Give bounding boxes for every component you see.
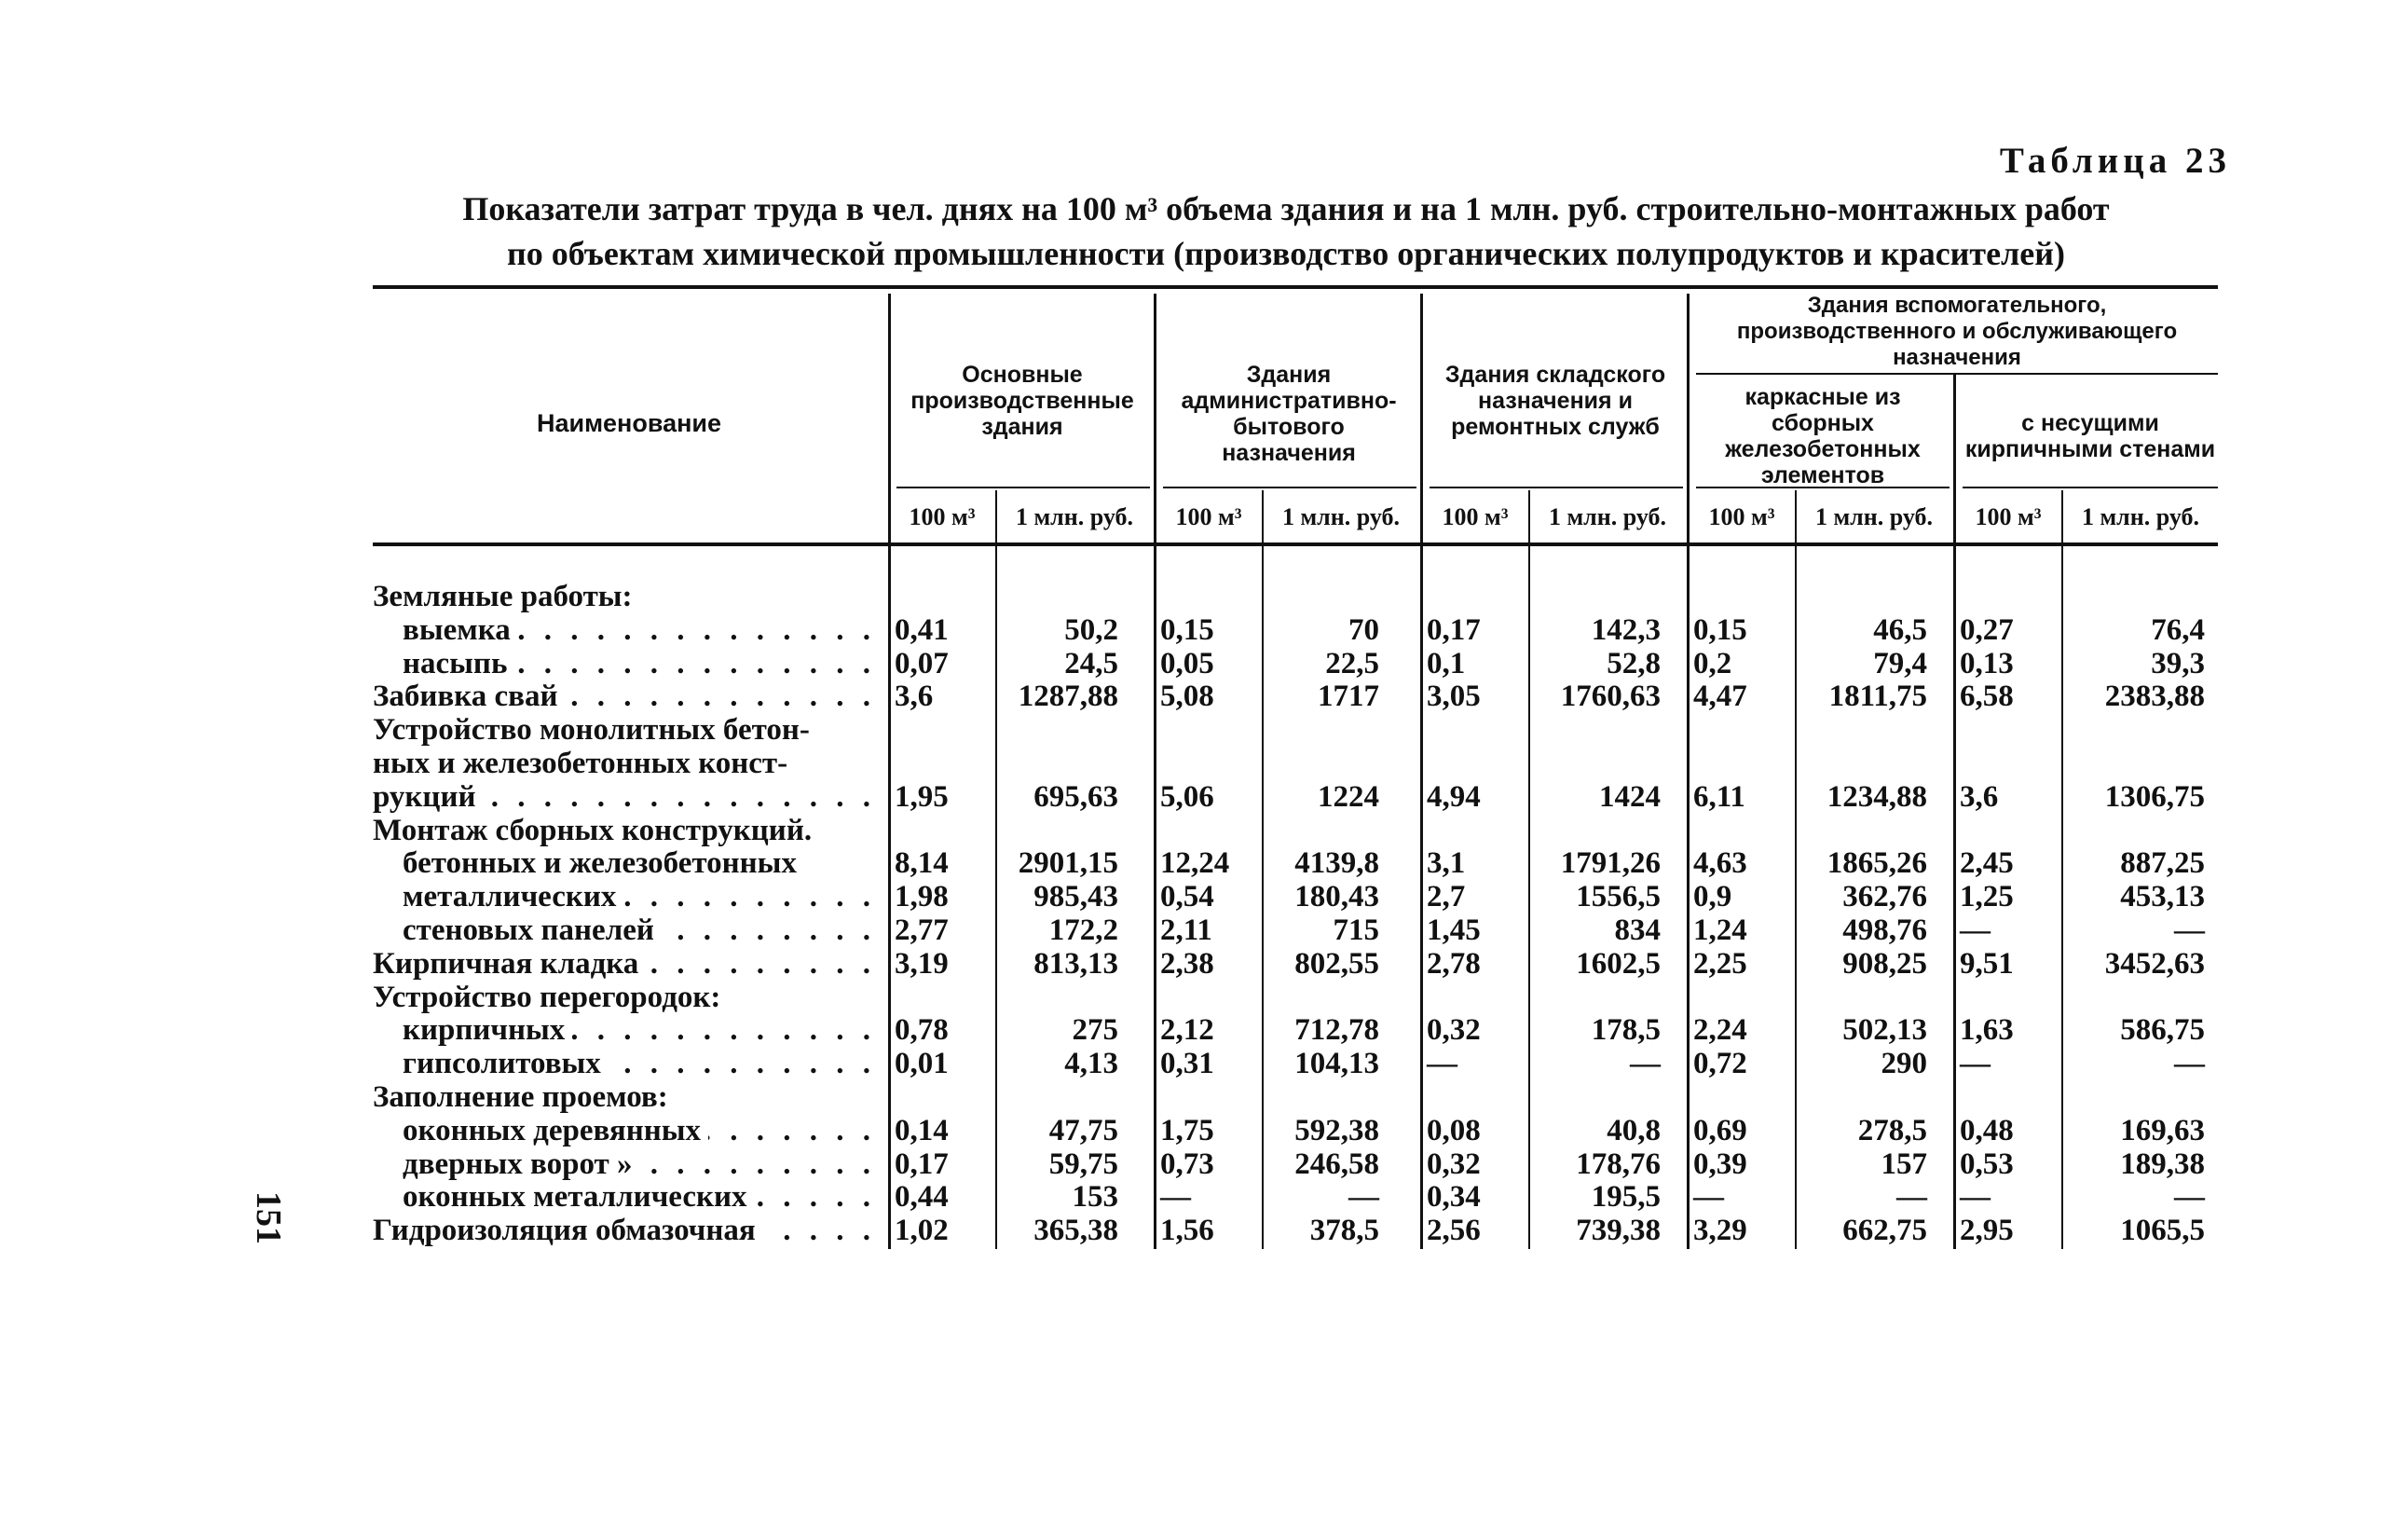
cell-value: 50,2 [1064, 612, 1118, 647]
cell-value: — [1960, 1047, 1991, 1081]
table-row [0, 780, 2408, 814]
cell-value: 169,63 [2120, 1113, 2205, 1147]
cell-value: 2,38 [1160, 946, 1214, 981]
cell-value: 1065,5 [2120, 1214, 2205, 1248]
cell-value: 739,38 [1576, 1214, 1661, 1248]
row-name [373, 680, 876, 713]
cell-value: 178,5 [1591, 1013, 1661, 1048]
row-name [373, 1214, 876, 1247]
row-name-label: рукций [373, 780, 483, 814]
unit-100-g4b: 100 м³ [1975, 503, 2042, 530]
cell-value: 3,05 [1427, 680, 1481, 714]
row-name-label: выемка [403, 613, 518, 647]
table-row [0, 1147, 2408, 1181]
cell-value: 1,56 [1160, 1214, 1214, 1248]
cell-value: 0,15 [1693, 612, 1747, 647]
header-name-col: Наименование [536, 409, 722, 437]
unit-mln-g4a: 1 млн. руб. [1814, 503, 1934, 530]
row-name-label: Забивка свай [373, 680, 566, 713]
unit-rule-1 [896, 487, 1150, 488]
cell-value: 5,06 [1160, 779, 1214, 814]
cell-value: 712,78 [1294, 1013, 1379, 1048]
row-name-label: Гидроизоляция обмазочная [373, 1214, 763, 1247]
cell-value: 0,01 [895, 1047, 949, 1081]
cell-value: 0,34 [1427, 1180, 1481, 1215]
subgroup-rule [1696, 373, 2218, 375]
table-label: Таблица 23 [1999, 141, 2231, 181]
cell-value: 76,4 [2151, 612, 2205, 647]
page-number: 151 [249, 1191, 288, 1244]
cell-value: 813,13 [1033, 946, 1118, 981]
table-row [0, 814, 2408, 847]
row-name-label: Заполнение проемов: [373, 1080, 676, 1114]
cell-value: 24,5 [1064, 646, 1118, 680]
cell-value: 104,13 [1294, 1047, 1379, 1081]
cell-value: 4,94 [1427, 779, 1481, 814]
cell-value: 1865,26 [1827, 846, 1927, 881]
cell-value: 4139,8 [1294, 846, 1379, 881]
row-name [373, 981, 876, 1014]
cell-value: — [1348, 1180, 1379, 1215]
cell-value: — [1960, 1180, 1991, 1215]
cell-value: — [2174, 1047, 2205, 1081]
cell-value: 834 [1614, 913, 1661, 947]
cell-value: 1,98 [895, 880, 949, 914]
header-group-4: Здания вспомогательного, производственного и обслуживающего назначения [1736, 293, 2178, 370]
cell-value: 290 [1881, 1047, 1927, 1081]
cell-value: 1717 [1318, 680, 1379, 714]
cell-value: 662,75 [1842, 1214, 1927, 1248]
cell-value: 1,63 [1960, 1013, 2014, 1048]
cell-value: 0,17 [1427, 612, 1481, 647]
row-name-label: ных и железобетонных конст- [373, 747, 795, 780]
cell-value: 695,63 [1033, 779, 1118, 814]
table-row [0, 846, 2408, 880]
cell-value: — [1693, 1180, 1724, 1215]
cell-value: 1,45 [1427, 913, 1481, 947]
cell-value: 362,76 [1842, 880, 1927, 914]
cell-value: 4,13 [1064, 1047, 1118, 1081]
header-group-2: Здания административно-бытового назначения [1181, 362, 1397, 466]
row-name-label: стеновых панелей [403, 913, 662, 947]
cell-value: 0,07 [895, 646, 949, 680]
table-row [0, 647, 2408, 680]
cell-value: 887,25 [2120, 846, 2205, 881]
cell-value: 1,95 [895, 779, 949, 814]
cell-value: 172,2 [1048, 913, 1118, 947]
row-name [373, 580, 876, 613]
cell-value: — [2174, 1180, 2205, 1215]
row-name [373, 814, 876, 847]
cell-value: 0,31 [1160, 1047, 1214, 1081]
cell-value: 2,11 [1160, 913, 1212, 947]
cell-value: 1,25 [1960, 880, 2014, 914]
cell-value: 9,51 [1960, 946, 2014, 981]
cell-value: 498,76 [1842, 913, 1927, 947]
row-name [403, 613, 876, 647]
cell-value: 1306,75 [2104, 779, 2205, 814]
cell-value: 3,6 [1960, 779, 1999, 814]
cell-value: 5,08 [1160, 680, 1214, 714]
row-name [403, 913, 876, 947]
cell-value: 0,17 [895, 1147, 949, 1181]
row-name-label: Кирпичная кладка [373, 947, 646, 981]
table-row [0, 580, 2408, 613]
row-name [403, 1013, 876, 1047]
table-row [0, 1214, 2408, 1247]
row-name [403, 846, 876, 880]
row-name [403, 1147, 876, 1181]
table-row [0, 880, 2408, 913]
row-name [403, 1180, 876, 1214]
cell-value: 985,43 [1033, 880, 1118, 914]
cell-value: 3,6 [895, 680, 934, 714]
cell-value: 46,5 [1873, 612, 1927, 647]
table-row [0, 1114, 2408, 1147]
unit-mln-g1: 1 млн. руб. [1015, 503, 1134, 530]
cell-value: — [2174, 913, 2205, 947]
cell-value: 22,5 [1325, 646, 1379, 680]
cell-value: 0,39 [1693, 1147, 1747, 1181]
table-top-rule [373, 285, 2218, 289]
cell-value: 0,9 [1693, 880, 1732, 914]
cell-value: 0,08 [1427, 1113, 1481, 1147]
cell-value: 0,14 [895, 1113, 949, 1147]
cell-value: 0,27 [1960, 612, 2014, 647]
cell-value: 1224 [1318, 779, 1379, 814]
table-row [0, 981, 2408, 1014]
cell-value: 0,78 [895, 1013, 949, 1048]
cell-value: 3,1 [1427, 846, 1466, 881]
table-row [0, 947, 2408, 981]
cell-value: 715 [1333, 913, 1379, 947]
cell-value: 2,25 [1693, 946, 1747, 981]
cell-value: 0,44 [895, 1180, 949, 1215]
cell-value: 47,75 [1048, 1113, 1118, 1147]
caption-line-2: по объектам химической промышленности (производство органических полупродуктов и красителей) [507, 235, 2065, 272]
cell-value: 2,78 [1427, 946, 1481, 981]
cell-value: 2383,88 [2104, 680, 2205, 714]
cell-value: 275 [1072, 1013, 1118, 1048]
cell-value: 3,19 [895, 946, 949, 981]
header-group-1: Основные производственные здания [910, 362, 1134, 440]
row-name-label: металлических [403, 880, 623, 913]
cell-value: 0,15 [1160, 612, 1214, 647]
cell-value: — [1960, 913, 1991, 947]
row-name-label: Монтаж сборных конструкций. [373, 814, 819, 847]
row-name [403, 880, 876, 913]
cell-value: 365,38 [1033, 1214, 1118, 1248]
cell-value: 12,24 [1160, 846, 1230, 881]
cell-value: 178,76 [1576, 1147, 1661, 1181]
cell-value: 8,14 [895, 846, 949, 881]
row-name-label: Устройство монолитных бетон- [373, 713, 817, 747]
unit-rule-2 [1163, 487, 1416, 488]
cell-value: 592,38 [1294, 1113, 1379, 1147]
cell-value: 39,3 [2151, 646, 2205, 680]
row-name [373, 780, 876, 814]
cell-value: 79,4 [1873, 646, 1927, 680]
table-row [0, 613, 2408, 647]
cell-value: 52,8 [1607, 646, 1661, 680]
header-subgroup-1: каркасные из сборных железобетонных элементов [1725, 384, 1921, 488]
unit-100-g4a: 100 м³ [1708, 503, 1775, 530]
row-name [403, 647, 876, 680]
cell-value: 1,75 [1160, 1113, 1214, 1147]
cell-value: 180,43 [1294, 880, 1379, 914]
cell-value: 0,05 [1160, 646, 1214, 680]
cell-value: 1791,26 [1560, 846, 1661, 881]
row-name-label: гипсолитовых [403, 1047, 609, 1080]
cell-value: 278,5 [1857, 1113, 1927, 1147]
row-name [373, 1080, 876, 1114]
cell-value: — [1427, 1047, 1457, 1081]
cell-value: 2,56 [1427, 1214, 1481, 1248]
row-name [373, 747, 876, 780]
cell-value: 3,29 [1693, 1214, 1747, 1248]
table-row [0, 913, 2408, 947]
row-name-label: оконных деревянных [403, 1114, 708, 1147]
cell-value: 1811,75 [1828, 680, 1927, 714]
unit-rule-5 [1963, 487, 2218, 488]
row-name-label: кирпичных [403, 1013, 572, 1047]
cell-value: 40,8 [1607, 1113, 1661, 1147]
table-row [0, 1013, 2408, 1047]
unit-100-g2: 100 м³ [1175, 503, 1242, 530]
cell-value: 2,24 [1693, 1013, 1747, 1048]
row-name-label: насыпь [403, 647, 514, 680]
cell-value: 2901,15 [1018, 846, 1118, 881]
cell-value: 908,25 [1842, 946, 1927, 981]
cell-value: 1424 [1599, 779, 1661, 814]
header-bottom-rule [373, 542, 2218, 546]
row-name [373, 947, 876, 981]
unit-mln-g4b: 1 млн. руб. [2081, 503, 2200, 530]
row-name [373, 713, 876, 747]
cell-value: 502,13 [1842, 1013, 1927, 1048]
cell-value: 0,1 [1427, 646, 1466, 680]
caption-line-1: Показатели затрат труда в чел. днях на 100 м³ объема здания и на 1 млн. руб. строительно-монтажных работ [462, 190, 2110, 227]
cell-value: 1234,88 [1827, 779, 1927, 814]
cell-value: 142,3 [1591, 612, 1661, 647]
cell-value: — [1160, 1180, 1191, 1215]
cell-value: 1556,5 [1576, 880, 1661, 914]
table-row [0, 747, 2408, 780]
row-name-label: бетонных и железобетонных [403, 846, 804, 880]
cell-value: 3452,63 [2104, 946, 2205, 981]
cell-value: 0,32 [1427, 1013, 1481, 1048]
cell-value: 453,13 [2120, 880, 2205, 914]
table-row [0, 1047, 2408, 1080]
cell-value: 59,75 [1048, 1147, 1118, 1181]
unit-mln-g2: 1 млн. руб. [1281, 503, 1401, 530]
cell-value: 2,12 [1160, 1013, 1214, 1048]
row-name [403, 1047, 876, 1080]
cell-value: 0,54 [1160, 880, 1214, 914]
cell-value: 1,24 [1693, 913, 1747, 947]
cell-value: 1602,5 [1576, 946, 1661, 981]
cell-value: 0,72 [1693, 1047, 1747, 1081]
cell-value: 6,58 [1960, 680, 2014, 714]
unit-mln-g3: 1 млн. руб. [1548, 503, 1667, 530]
table-row [0, 680, 2408, 713]
cell-value: 2,77 [895, 913, 949, 947]
row-name [403, 1114, 876, 1147]
cell-value: 0,69 [1693, 1113, 1747, 1147]
cell-value: 802,55 [1294, 946, 1379, 981]
cell-value: 157 [1881, 1147, 1927, 1181]
table-row [0, 1180, 2408, 1214]
table-caption [373, 186, 2199, 276]
cell-value: 0,53 [1960, 1147, 2014, 1181]
header-group-3: Здания складского назначения и ремонтных служб [1444, 362, 1666, 440]
cell-value: 195,5 [1591, 1180, 1661, 1215]
cell-value: 4,63 [1693, 846, 1747, 881]
unit-rule-3 [1430, 487, 1683, 488]
cell-value: 70 [1348, 612, 1379, 647]
unit-100-g1: 100 м³ [909, 503, 976, 530]
header-subgroup-2: с несущими кирпичными стенами [1964, 410, 2216, 462]
cell-value: 0,2 [1693, 646, 1732, 680]
cell-value: 246,58 [1294, 1147, 1379, 1181]
cell-value: 0,73 [1160, 1147, 1214, 1181]
cell-value: 378,5 [1309, 1214, 1379, 1248]
cell-value: 586,75 [2120, 1013, 2205, 1048]
cell-value: — [1630, 1047, 1661, 1081]
row-name-label: Земляные работы: [373, 580, 640, 613]
cell-value: 1,02 [895, 1214, 949, 1248]
row-name-label: дверных ворот » [403, 1147, 640, 1181]
unit-100-g3: 100 м³ [1442, 503, 1509, 530]
cell-value: 0,13 [1960, 646, 2014, 680]
cell-value: 189,38 [2120, 1147, 2205, 1181]
cell-value: 1287,88 [1018, 680, 1118, 714]
cell-value: 2,7 [1427, 880, 1466, 914]
cell-value: 2,95 [1960, 1214, 2014, 1248]
table-row [0, 1080, 2408, 1114]
table-row [0, 713, 2408, 747]
row-name-label: Устройство перегородок: [373, 981, 728, 1014]
cell-value: 0,32 [1427, 1147, 1481, 1181]
cell-value: 0,41 [895, 612, 949, 647]
cell-value: 2,45 [1960, 846, 2014, 881]
cell-value: 1760,63 [1560, 680, 1661, 714]
cell-value: 4,47 [1693, 680, 1747, 714]
cell-value: 0,48 [1960, 1113, 2014, 1147]
cell-value: 153 [1072, 1180, 1118, 1215]
cell-value: 6,11 [1693, 779, 1745, 814]
cell-value: — [1896, 1180, 1927, 1215]
row-name-label: оконных металлических [403, 1180, 755, 1214]
